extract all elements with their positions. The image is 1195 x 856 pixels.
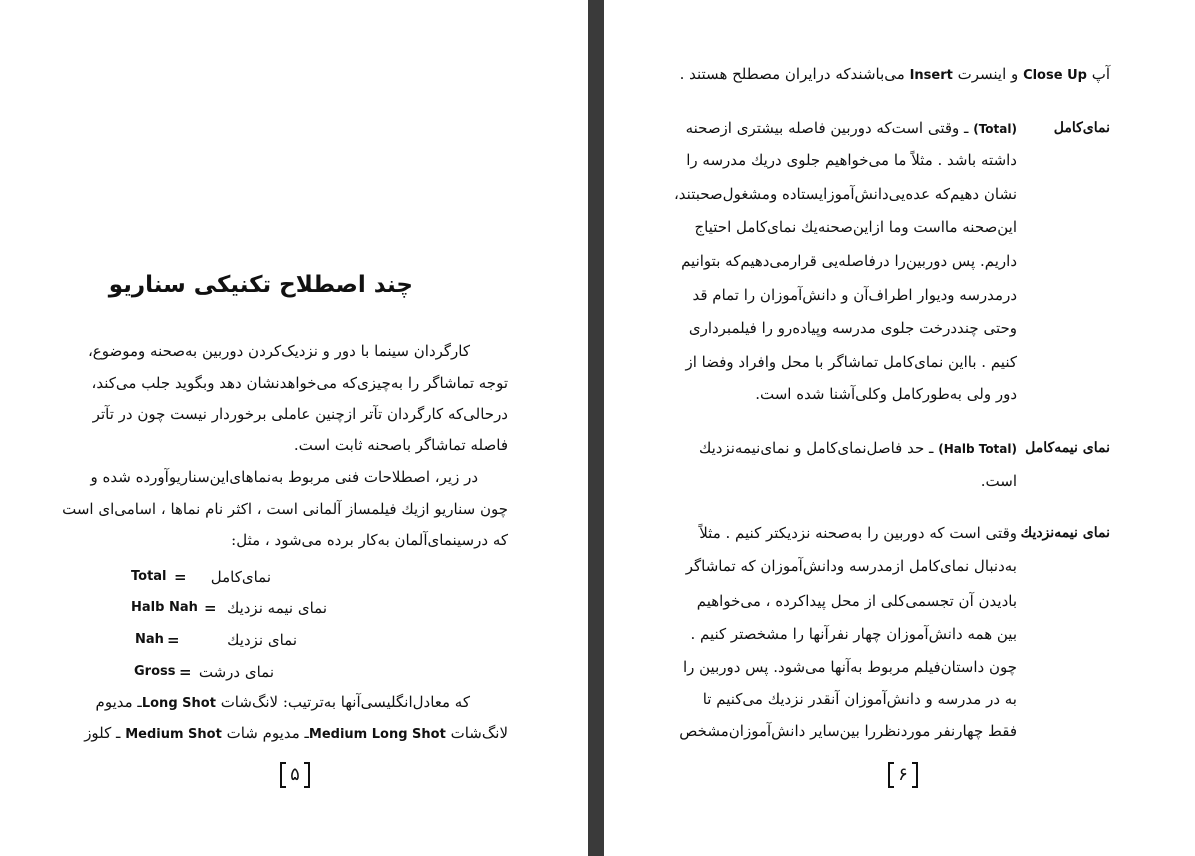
text-line: توجه تماشاگر را به‌چیزی‌که می‌خواهدنشان دهد وبگوید جلب می‌کند، (91, 374, 508, 392)
text-line: که درسینمای‌آلمان به‌کار برده می‌شود ، مثل: (231, 531, 508, 549)
text-line: کارگردان سینما با دور و نزدیک‌کردن دوربین به‌صحنه وموضوع، (87, 342, 470, 360)
text-line: به‌دنبال نمای‌کامل ازمدرسه ودانش‌آموزان که تماشاگر (685, 557, 1017, 575)
section-term: نمای نیمه‌کامل (1025, 440, 1110, 456)
text-line: درحالی‌که کارگردان تآتر ازچنین عاملی برخوردار نیست چون در تآتر (92, 405, 508, 423)
left-page (0, 0, 588, 856)
term-fa: نمای درشت (198, 663, 274, 681)
text-line: آپ Close Up و اینسرت Insert می‌باشندکه درایران مصطلح هستند . (679, 65, 1110, 83)
text-line: بادیدن آن تجسمی‌کلی از محل پیداکرده ، می‌خواهیم (696, 592, 1017, 610)
term-de: Total (131, 569, 167, 584)
text-line: که معادل‌انگلیسی‌آنها به‌ترتیب: لانگ‌شات Long Shotـ مدیوم (95, 693, 470, 711)
text-line: نشان دهیم‌که عده‌یی‌دانش‌آموزایستاده ومشغول‌صحبتند، (673, 185, 1017, 203)
equals-sign: = (204, 599, 217, 617)
text-line: به در مدرسه و دانش‌آموزان آنقدر نزدیك می‌کنیم تا (702, 690, 1017, 708)
text-line: است. (980, 472, 1017, 490)
text-line: چون سناریو ازیك فیلمساز آلمانی است ، اکثر نام نماها ، اسامی‌ای است (62, 500, 508, 518)
text-line: (Total) ـ وقتی است‌که دوربین فاصله بیشتری ازصحنه (685, 119, 1017, 137)
term-fa: نمای نیمه نزدیك (226, 599, 327, 617)
page-heading: چند اصطلاح تکنیکی سناریو (108, 272, 413, 298)
equals-sign: = (174, 568, 187, 586)
text-line: درمدرسه ودیوار اطراف‌آن و دانش‌آموزان را تمام قد (692, 286, 1017, 304)
text-line: فقط چهارنفر موردنظررا بین‌سایر دانش‌آموزان‌مشخص (679, 722, 1017, 740)
right-page (604, 0, 1195, 856)
text-line: چون داستان‌فیلم مربوط به‌آنها می‌شود. پس دوربین را (682, 658, 1017, 676)
text-line: وقتی است که دوربین را به‌صحنه نزدیکتر کنیم . مثلاً (699, 524, 1017, 542)
text-line: بین همه دانش‌آموزان چهار نفرآنها را مشخصتر کنیم . (690, 625, 1017, 643)
term-fa: نمای‌کامل (210, 568, 271, 586)
text-line: فاصله تماشاگر باصحنه ثابت است. (293, 436, 508, 454)
term-de: Gross (134, 664, 176, 679)
term-de: Nah (135, 632, 164, 647)
text-line: کنیم . بااین نمای‌کامل تماشاگر با محل وافراد وفضا از (685, 353, 1017, 371)
page-number: ۶ (888, 762, 918, 788)
text-line: در زیر، اصطلاحات فنی مربوط به‌نماهای‌این‌سناریو‌آورده شده و (90, 468, 478, 486)
text-line: دور ولی به‌طورکامل وکلی‌آشنا شده است. (755, 385, 1017, 403)
book-spine (588, 0, 604, 856)
term-de: Halb Nah (131, 600, 198, 615)
text-line: (Halb Total) ـ حد فاصل‌نمای‌کامل و نمای‌نیمه‌نزدیك (698, 439, 1017, 457)
text-line: وحتی چنددرخت جلوی مدرسه وپیادەرو را فیلمبرداری (688, 319, 1017, 337)
text-line: داریم. پس دوربین‌را درفاصله‌یی قرارمی‌دهیم‌که بتوانیم (681, 252, 1017, 270)
page-number: ۵ (280, 762, 310, 788)
text-line: داشته باشد . مثلاً ما می‌خواهیم جلوی دریك مدرسه را (686, 151, 1017, 169)
equals-sign: = (179, 663, 192, 681)
section-term: نمای‌کامل (1053, 120, 1110, 136)
term-fa: نمای نزدیك (227, 631, 297, 649)
text-line: این‌صحنه مااست وما ازاین‌صحنه‌یك نمای‌کامل احتیاج (694, 218, 1017, 236)
section-term: نمای نیمه‌نزدیك (1020, 525, 1110, 541)
equals-sign: = (167, 631, 180, 649)
text-line: لانگ‌شات Medium Long Shotـ مدیوم شات Medium Shot ـ کلوز (84, 724, 508, 742)
